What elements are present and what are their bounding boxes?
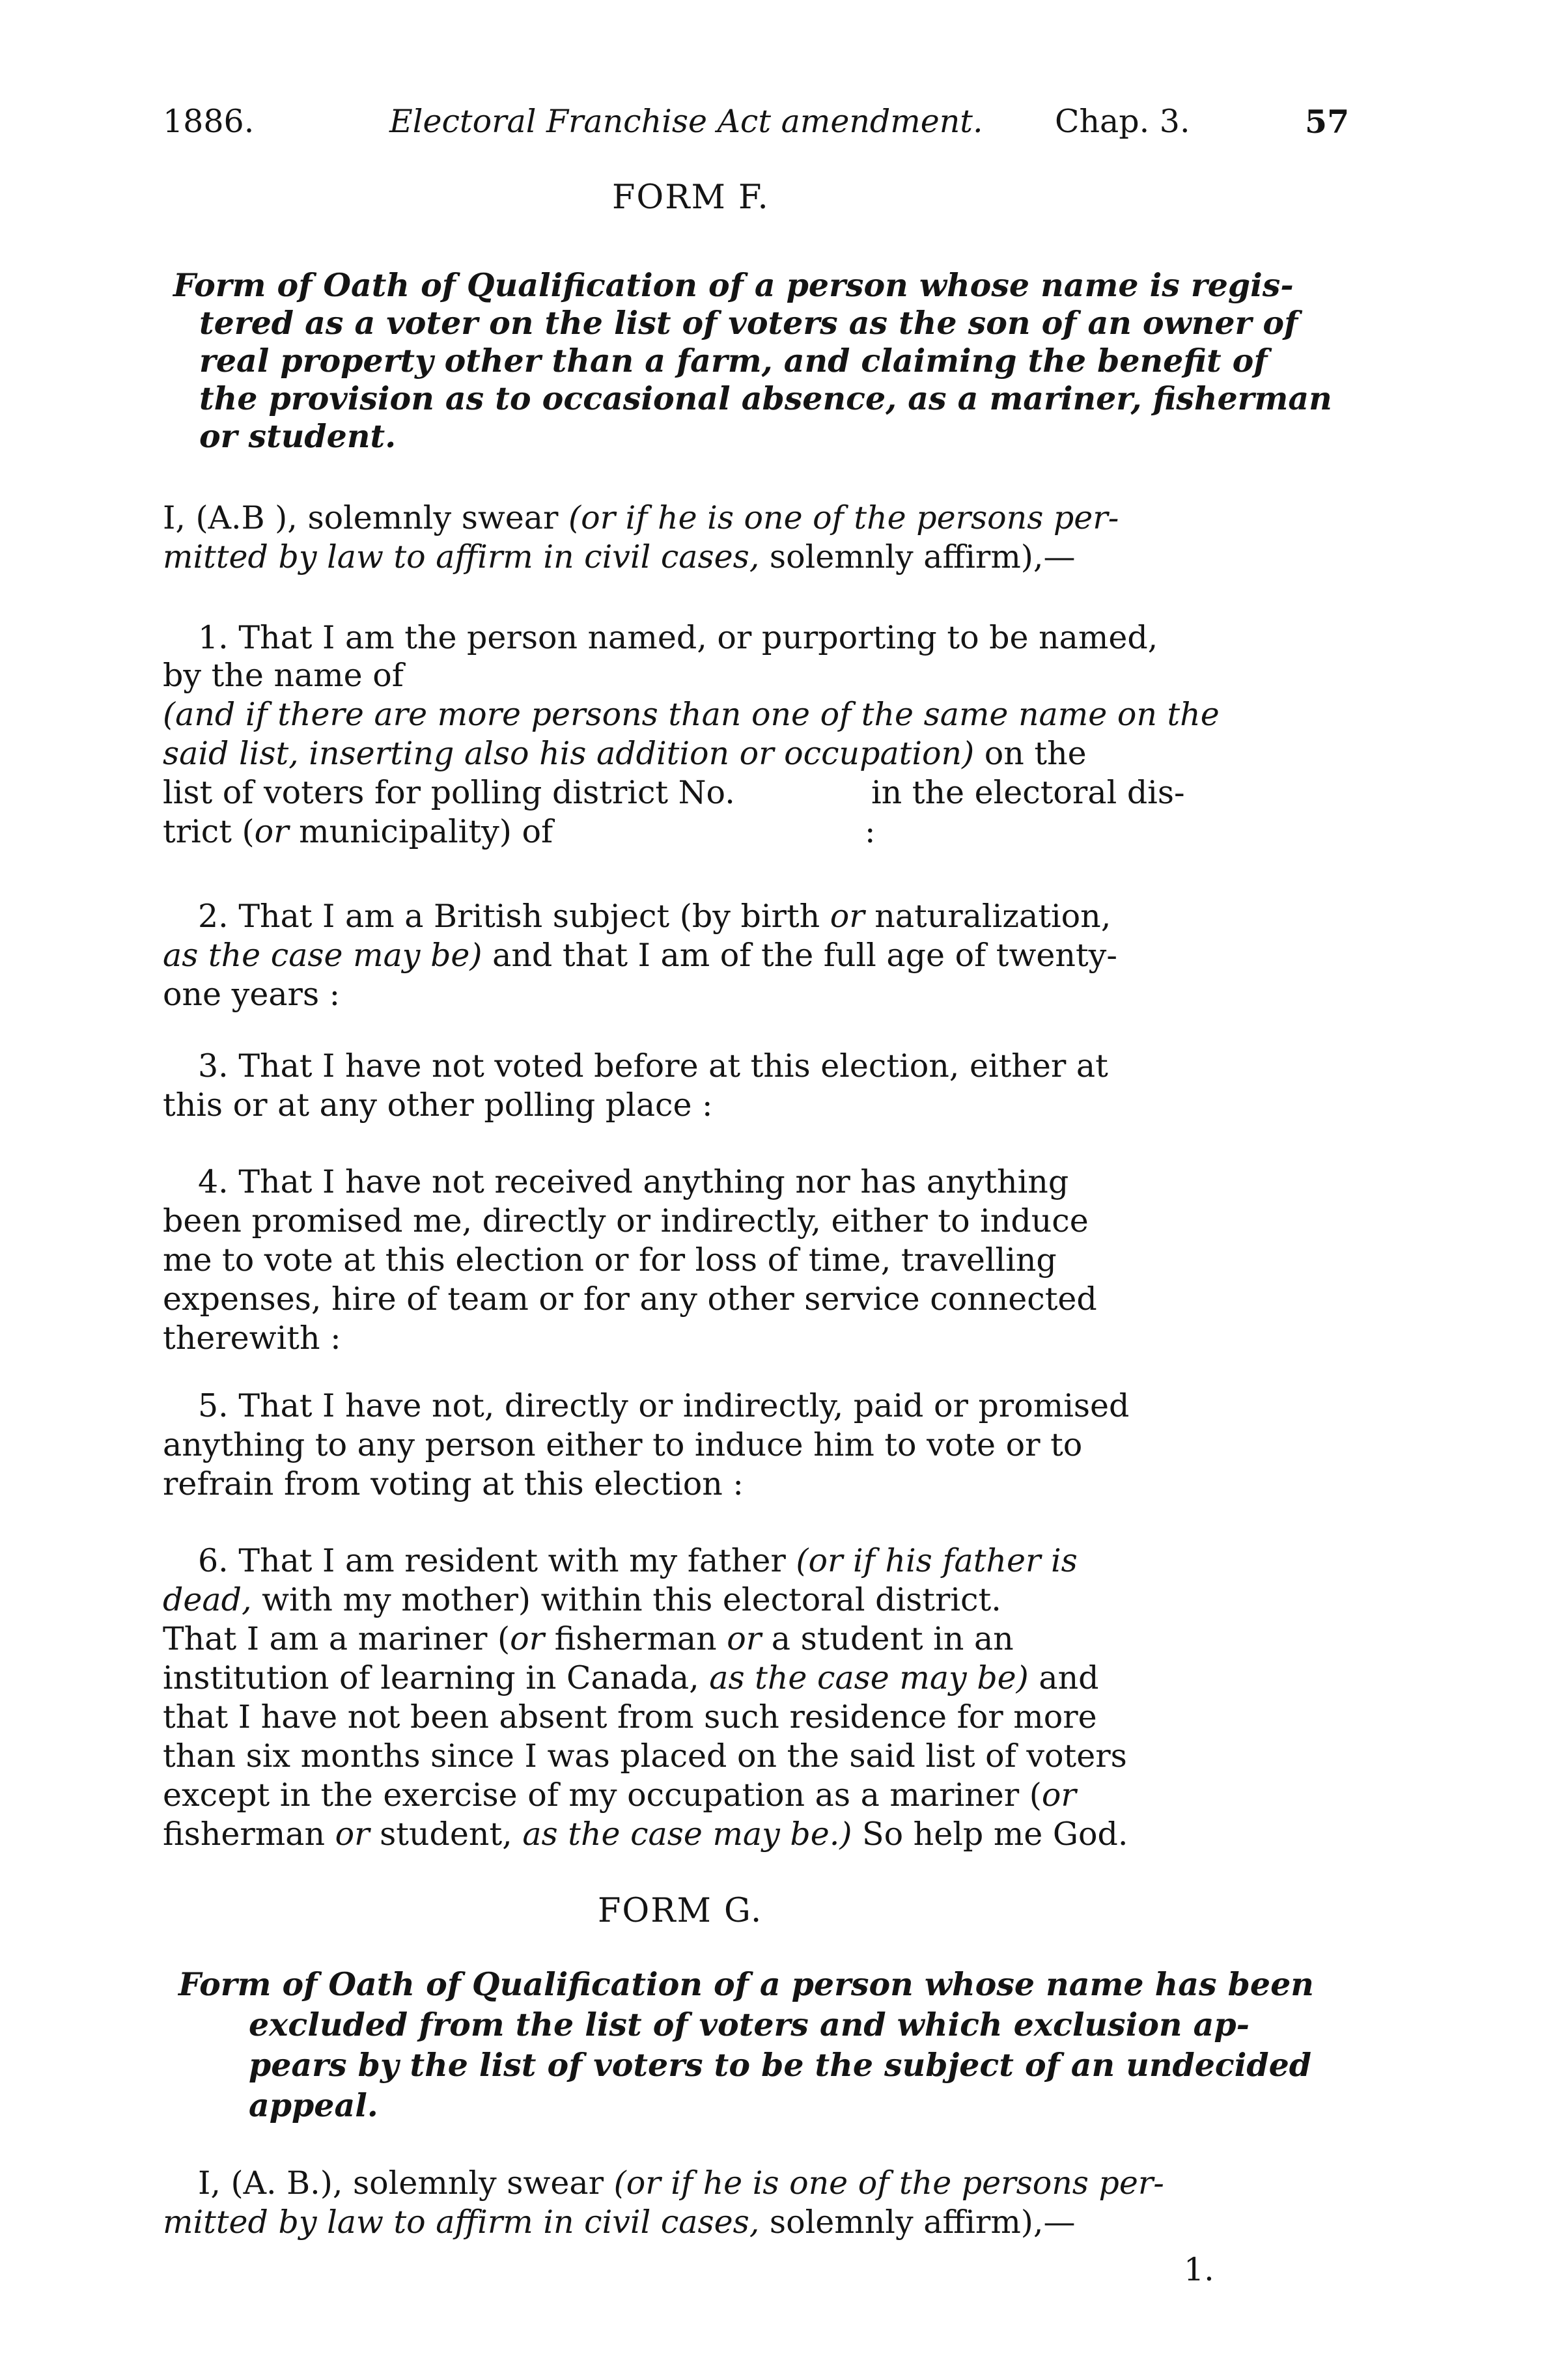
- item-line: 6. That I am resident with my father (or if his father is: [198, 1542, 1078, 1579]
- caption-line: pears by the list of voters to be the subject of an undecided: [249, 2046, 1312, 2084]
- caption-line: real property other than a farm, and claiming the benefit of: [199, 342, 1268, 380]
- form-g-title: FORM G.: [598, 1892, 763, 1930]
- item-line: this or at any other polling place :: [163, 1086, 713, 1124]
- catchword: 1.: [1184, 2251, 1214, 2288]
- item-line: dead, with my mother) within this electoral district.: [163, 1581, 1001, 1618]
- caption-line: appeal.: [249, 2086, 378, 2124]
- item-line: said list, inserting also his addition or occupation) on the: [163, 735, 1087, 772]
- item-line: 5. That I have not, directly or indirectly, paid or promised: [198, 1387, 1130, 1424]
- item-line: 4. That I have not received anything nor has anything: [198, 1163, 1069, 1200]
- header-act-title: Electoral Franchise Act amendment.: [389, 103, 983, 140]
- header-page-number: 57: [1305, 103, 1350, 141]
- item-line: anything to any person either to induce him to vote or to: [163, 1426, 1083, 1463]
- caption-line: excluded from the list of voters and which exclusion ap-: [249, 2006, 1250, 2043]
- item-line: in the electoral dis-: [871, 774, 1185, 811]
- item-line: me to vote at this election or for loss of time, travelling: [163, 1241, 1057, 1279]
- item-line: that I have not been absent from such residence for more: [163, 1698, 1097, 1736]
- oath-intro-line: I, (A.B ), solemnly swear (or if he is one of the persons per-: [163, 499, 1119, 536]
- oath-intro-line: mitted by law to affirm in civil cases, solemnly affirm),—: [163, 538, 1076, 575]
- item-line: refrain from voting at this election :: [163, 1465, 744, 1502]
- item-line: (and if there are more persons than one of the same name on the: [163, 696, 1220, 733]
- item-line: :: [865, 813, 876, 850]
- item-line: That I am a mariner (or fisherman or a student in an: [163, 1620, 1014, 1657]
- item-line: therewith :: [163, 1320, 341, 1357]
- caption-line: Form of Oath of Qualification of a person whose name is regis-: [173, 266, 1294, 304]
- item-line: by the name of: [163, 657, 404, 694]
- caption-line: tered as a voter on the list of voters as the son of an owner of: [199, 304, 1298, 342]
- item-line: 3. That I have not voted before at this election, either at: [198, 1047, 1108, 1085]
- item-line: fisherman or student, as the case may be.) So help me God.: [163, 1816, 1128, 1853]
- item-line: as the case may be) and that I am of the full age of twenty-: [163, 937, 1117, 974]
- caption-line: Form of Oath of Qualification of a person whose name has been: [178, 1965, 1314, 2003]
- item-line: except in the exercise of my occupation as a mariner (or: [163, 1777, 1076, 1814]
- caption-line: the provision as to occasional absence, as a mariner, fisherman: [199, 380, 1332, 417]
- item-line: institution of learning in Canada, as the case may be) and: [163, 1659, 1099, 1696]
- oath-intro-line: I, (A. B.), solemnly swear (or if he is one of the persons per-: [198, 2165, 1164, 2202]
- item-line: 2. That I am a British subject (by birth or naturalization,: [198, 898, 1111, 935]
- item-line: than six months since I was placed on the said list of voters: [163, 1737, 1127, 1775]
- item-line: expenses, hire of team or for any other service connected: [163, 1280, 1097, 1318]
- header-year: 1886.: [163, 103, 255, 140]
- item-line: 1. That I am the person named, or purporting to be named,: [198, 619, 1158, 656]
- form-f-title: FORM F.: [612, 178, 770, 217]
- item-line: been promised me, directly or indirectly, either to induce: [163, 1202, 1089, 1239]
- oath-intro-line: mitted by law to affirm in civil cases, solemnly affirm),—: [163, 2204, 1076, 2241]
- item-line: list of voters for polling district No.: [163, 774, 735, 811]
- item-line: trict (or municipality) of: [163, 813, 553, 850]
- caption-line: or student.: [199, 417, 397, 455]
- item-line: one years :: [163, 976, 341, 1013]
- header-chapter: Chap. 3.: [1055, 103, 1190, 140]
